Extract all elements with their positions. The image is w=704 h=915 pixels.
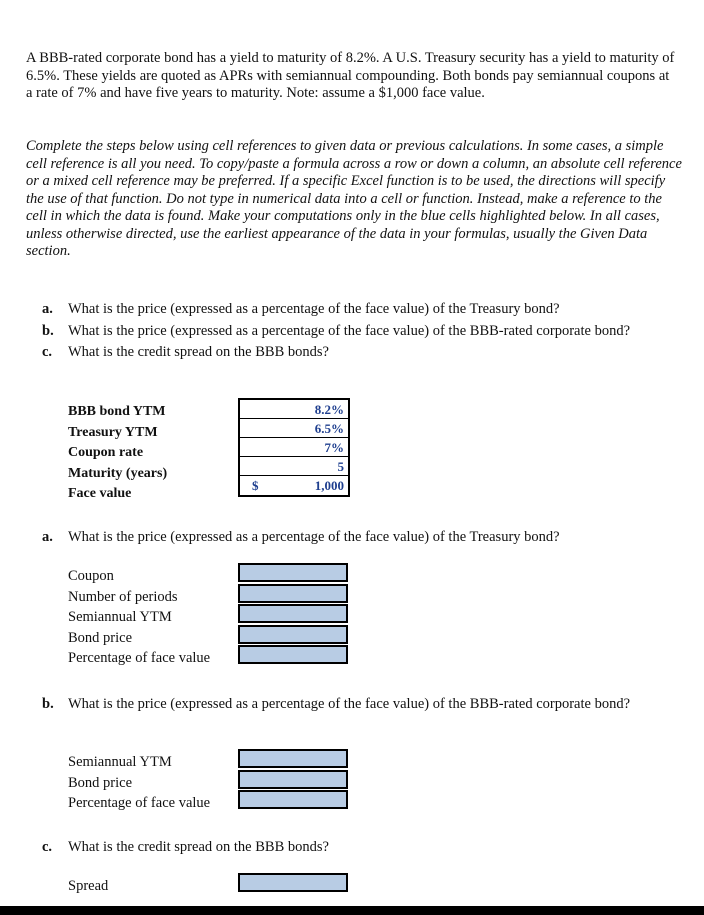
- row-label: Bond price: [68, 774, 133, 791]
- given-data-table: [238, 398, 350, 497]
- question-c: [42, 344, 682, 362]
- question-label: c.: [42, 344, 53, 360]
- coupon-input[interactable]: [238, 563, 348, 582]
- given-label: Maturity (years): [68, 465, 168, 481]
- given-value-cell[interactable]: 8.2%: [240, 400, 348, 419]
- row-label: Number of periods: [68, 588, 178, 605]
- row-label: Percentage of face value: [68, 650, 211, 666]
- question-label: c.: [42, 839, 53, 855]
- section-a-heading: [42, 529, 682, 547]
- section-b-labels: [68, 752, 210, 814]
- periods-input[interactable]: [238, 584, 348, 603]
- given-value: 1,000: [314, 478, 344, 493]
- section-c-inputs: [238, 873, 348, 894]
- question-text: What is the price (expressed as a percentage of the face value) of the BBB-rated corporate bond?: [68, 696, 631, 712]
- row-label: Percentage of face value: [68, 795, 211, 811]
- question-text: What is the price (expressed as a percentage of the face value) of the Treasury bond?: [68, 529, 560, 545]
- question-text: What is the price (expressed as a percentage of the face value) of the Treasury bond?: [68, 301, 560, 317]
- question-list: [42, 301, 682, 366]
- given-label: BBB bond YTM: [68, 404, 166, 419]
- given-value-cell[interactable]: 7%: [240, 438, 348, 457]
- question-text: What is the credit spread on the BBB bonds?: [68, 344, 329, 360]
- given-label: Treasury YTM: [68, 424, 158, 440]
- question-text: What is the credit spread on the BBB bonds?: [68, 839, 329, 855]
- section-a-labels: [68, 566, 210, 669]
- percent-face-input[interactable]: [238, 645, 348, 664]
- given-value-cell[interactable]: 5: [240, 457, 348, 476]
- section-a-inputs: [238, 563, 348, 666]
- bottom-bar: [0, 906, 704, 915]
- section-c-labels: [68, 876, 108, 897]
- row-label: Bond price: [68, 629, 133, 646]
- bond-price-input[interactable]: [238, 770, 348, 789]
- given-value-cell-face[interactable]: [240, 476, 348, 495]
- problem-statement: A BBB-rated corporate bond has a yield to maturity of 8.2%. A U.S. Treasury security has a yield to maturity of 6.5%. These yields are quoted as APRs with semiannual compounding. Both bonds pay semiannual coupons at a rate of 7% and have five years to maturity. Note: assume a $1,000 face value.: [26, 50, 675, 101]
- row-label: Semiannual YTM: [68, 754, 172, 770]
- question-b: [42, 323, 682, 341]
- bond-price-input[interactable]: [238, 625, 348, 644]
- given-value-cell[interactable]: 6.5%: [240, 419, 348, 438]
- question-text: What is the price (expressed as a percentage of the face value) of the BBB-rated corporate bond?: [68, 322, 631, 339]
- percent-face-input[interactable]: [238, 790, 348, 809]
- row-label: Coupon: [68, 568, 114, 584]
- question-label: a.: [42, 301, 53, 317]
- spread-input[interactable]: [238, 873, 348, 892]
- row-label: Spread: [68, 878, 109, 894]
- section-c-heading: [42, 839, 682, 857]
- section-b-inputs: [238, 749, 348, 811]
- section-b-heading: [42, 696, 682, 714]
- question-label: b.: [42, 696, 54, 712]
- given-label: Face value: [68, 486, 132, 501]
- given-label: Coupon rate: [68, 445, 144, 460]
- currency-symbol: $: [252, 478, 259, 493]
- instructions: Complete the steps below using cell references to given data or previous calculations. In some cases, a simple cell reference is all you need. To copy/paste a formula across a row or down a column, an absolute cell reference or a mixed cell reference may be preferred. If a specific Excel function is to be used, the directions will specify the use of that function. Do not type in numerical data into a cell or function. Instead, make a reference to the cell in which the data is found. Make your computations only in the blue cells highlighted below. In all cases, unless otherwise directed, use the earliest appearance of the data in your formulas, usually the Given Data section.: [26, 138, 682, 259]
- semiannual-ytm-input[interactable]: [238, 749, 348, 768]
- question-a: [42, 301, 682, 319]
- question-label: a.: [42, 529, 53, 545]
- given-data-labels: [68, 402, 167, 505]
- question-label: b.: [42, 322, 54, 339]
- row-label: Semiannual YTM: [68, 609, 172, 625]
- semiannual-ytm-input[interactable]: [238, 604, 348, 623]
